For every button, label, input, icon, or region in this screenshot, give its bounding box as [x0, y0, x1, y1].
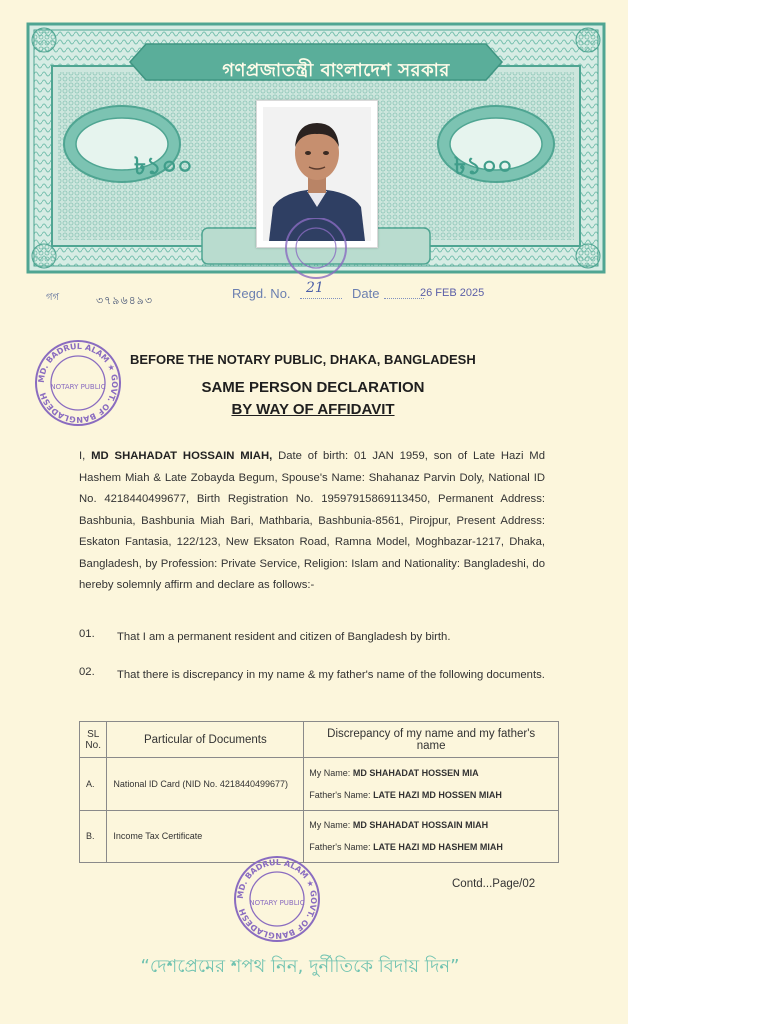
row-particular: National ID Card (NID No. 4218440499677) — [107, 758, 304, 811]
declaration-paragraph — [79, 446, 545, 597]
stamp-value-left: ৳১০০ — [134, 151, 193, 180]
table-header-row — [80, 722, 559, 758]
continued-note: Contd...Page/02 — [452, 878, 536, 890]
date-label: Date — [352, 286, 380, 301]
row-particular: Income Tax Certificate — [107, 810, 304, 863]
row-sl: A. — [80, 758, 107, 811]
item-text: That I am a permanent resident and citizen of Bangladesh by birth. — [117, 631, 451, 643]
regd-label: Regd. No. — [232, 286, 291, 301]
declarant-name: MD SHAHADAT HOSSAIN MIAH, — [91, 450, 273, 462]
row-discrepancy: My Name: MD SHAHADAT HOSSAIN MIAH Father's Name: LATE HAZI MD HASHEM MIAH — [304, 810, 559, 863]
notary-seal-top — [33, 338, 123, 428]
heading-declaration: SAME PERSON DECLARATION — [201, 379, 425, 396]
date-dotted-line — [384, 298, 424, 299]
regd-number: 21 — [306, 280, 324, 296]
photo-seal — [272, 218, 360, 282]
regd-dotted-line — [300, 298, 342, 299]
item-number: 01. — [79, 628, 95, 640]
serial-label: গগ — [46, 292, 60, 303]
declaration-text: Date of birth: 01 JAN 1959, son of Late Hazi Md Hashem Miah & Late Zobayda Begum, Spouse's Name: Shahanaz Parvin Doly, National ID No. 4218440499677, Birth Registration No. 19597915869113450, Permanent Address: Bashbunia, Bashbunia Miah Bari, Mathbaria, Bashbunia-8561, Pirojpur, Present Address: Eskaton Fantasia, 122/123, New Eksaton Road, Ramna Model, Moghbazar-1217, Dhaka, Bangladesh, by Profession: Private Service, Religion: Islam and Nationality: Bangladeshi, do hereby solemnly affirm and declare as follows:- — [79, 450, 545, 591]
item-text: That there is discrepancy in my name & my father's name of the following documents. — [117, 669, 545, 681]
svg-text:NOTARY PUBLIC: NOTARY PUBLIC — [50, 383, 106, 391]
stamp-value-right: ৳১০০ — [454, 151, 513, 180]
row-sl: B. — [80, 810, 107, 863]
date-stamp-value: 26 FEB 2025 — [420, 287, 485, 299]
heading-notary: BEFORE THE NOTARY PUBLIC, DHAKA, BANGLADESH — [130, 352, 476, 367]
item-number: 02. — [79, 666, 95, 678]
declaration-intro: I, — [79, 450, 86, 462]
notary-seal-bottom — [232, 854, 322, 944]
row-discrepancy: My Name: MD SHAHADAT HOSSEN MIA Father's Name: LATE HAZI MD HOSSEN MIAH — [304, 758, 559, 811]
stamp-title: গণপ্রজাতন্ত্রী বাংলাদেশ সরকার — [222, 60, 450, 81]
svg-text:NOTARY PUBLIC: NOTARY PUBLIC — [249, 899, 305, 907]
table-row — [80, 758, 559, 811]
header-particular: Particular of Documents — [107, 722, 304, 758]
header-sl: SL No. — [80, 722, 107, 758]
stamp-slogan: “দেশপ্রেমের শপথ নিন, দুর্নীতিকে বিদায় দিন” — [140, 956, 460, 977]
discrepancy-table — [79, 721, 559, 863]
stamp-serial-number: ৩৭৯৬৪৯৩ — [96, 294, 154, 307]
heading-affidavit: BY WAY OF AFFIDAVIT — [231, 401, 395, 418]
svg-text:MD. BADRUL ALAM ★ GOVT. OF BAN: MD. BADRUL ALAM ★ GOVT. OF BANGLADESH — [235, 857, 319, 941]
header-discrepancy: Discrepancy of my name and my father's name — [304, 722, 559, 758]
svg-text:MD. BADRUL ALAM ★ GOVT. OF BAN: MD. BADRUL ALAM ★ GOVT. OF BANGLADESH — [36, 341, 120, 425]
